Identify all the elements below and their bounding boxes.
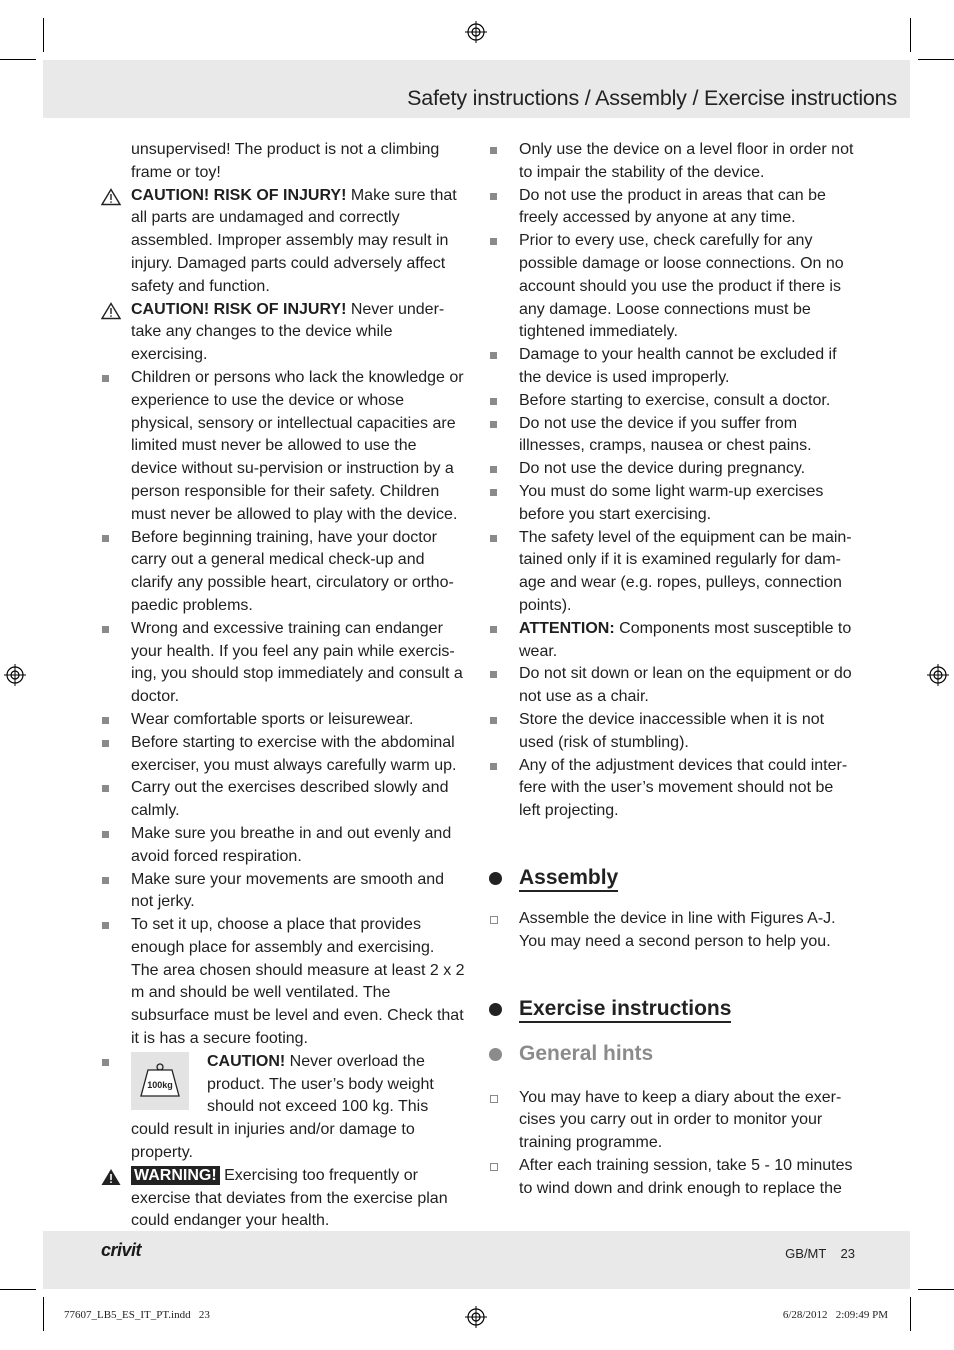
left-column (98, 139, 465, 1233)
square-bullet-icon (490, 193, 497, 200)
heading-dot-icon (489, 1048, 502, 1061)
warning-triangle-icon (101, 302, 121, 320)
square-bullet-icon (490, 671, 497, 678)
caution-paragraph (98, 299, 465, 367)
list-item: Do not use the device during pregnancy. (486, 458, 856, 481)
list-item: Carry out the exercises described slowly and calmly. (98, 777, 465, 823)
square-bullet-icon (490, 466, 497, 473)
square-bullet-icon (102, 785, 109, 792)
page-number: GB/MT 23 (785, 1246, 855, 1261)
square-bullet-icon (490, 352, 497, 359)
square-bullet-icon (102, 1059, 109, 1066)
weight-icon-label: 100kg (147, 1079, 173, 1090)
square-bullet-icon (102, 717, 109, 724)
heading-dot-icon (489, 1003, 502, 1016)
list-item: Damage to your health cannot be excluded if the device is used improperly. (486, 344, 856, 390)
square-bullet-icon (102, 375, 109, 382)
list-item: ATTENTION: Components most susceptible to wear. (486, 618, 856, 664)
registration-mark-icon (4, 664, 26, 686)
caution-text: Make sure that all parts are undamaged and correctly assembled. Improper assembly may result in injury. Damaged parts could adversely affect safety and function. (131, 186, 457, 295)
list-item: Do not use the device if you suffer from illnesses, cramps, nausea or chest pains. (486, 413, 856, 459)
square-bullet-icon (490, 421, 497, 428)
crop-mark (43, 18, 44, 52)
warning-triangle-icon (101, 188, 121, 206)
square-bullet-icon (490, 398, 497, 405)
page-title: Safety instructions / Assembly / Exercise instructions (407, 86, 897, 110)
list-item: Before starting to exercise, consult a doctor. (486, 390, 856, 413)
list-item: Before starting to exercise with the abdominal exerciser, you must always carefully warm up. (98, 732, 465, 778)
print-slug-file: 77607_LB5_ES_IT_PT.indd 23 (64, 1309, 210, 1321)
crop-mark (43, 1297, 44, 1331)
list-item: Do not use the product in areas that can be freely accessed by anyone at any time. (486, 185, 856, 231)
footer-bar (43, 1231, 910, 1289)
list-item: Children or persons who lack the knowledge or experience to use the device or whose physical, sensory or intellectual capacities are limited must never be allowed to use the device without su-pervision or instruction by a person responsible for their safety. Children must never be allowed to play with the device. (98, 367, 465, 527)
hollow-square-bullet-icon (490, 1163, 498, 1171)
warning-paragraph (98, 1165, 465, 1233)
square-bullet-icon (102, 831, 109, 838)
square-bullet-icon (490, 763, 497, 770)
crop-mark (910, 1297, 911, 1331)
brand-logo: crivit (101, 1240, 142, 1260)
warning-badge: WARNING! (131, 1166, 220, 1185)
list-item (98, 1051, 465, 1165)
square-bullet-icon (102, 740, 109, 747)
hollow-square-bullet-icon (490, 1095, 498, 1103)
list-item: Do not sit down or lean on the equipment or do not use as a chair. (486, 663, 856, 709)
list-item: Only use the device on a level floor in order not to impair the stability of the device. (486, 139, 856, 185)
list-item: You may have to keep a diary about the exer-cises you carry out in order to monitor your training programme. (486, 1087, 856, 1155)
list-item: Assemble the device in line with Figures A-J. You may need a second person to help you. (486, 908, 856, 954)
right-column (486, 139, 856, 1200)
attention-label: ATTENTION: (519, 619, 615, 637)
list-item: Make sure you breathe in and out evenly and avoid forced respiration. (98, 823, 465, 869)
registration-mark-icon (927, 664, 949, 686)
square-bullet-icon (102, 922, 109, 929)
section-heading-exercise: Exercise instructions (486, 995, 856, 1023)
crop-mark (918, 59, 954, 60)
caution-text: Never overload the product. The user’s body weight should not exceed 100 kg. This could result in injuries and/or damage to property. (131, 1052, 434, 1162)
caution-label: CAUTION! RISK OF INJURY! (131, 300, 347, 318)
list-item: Store the device inaccessible when it is not used (risk of stumbling). (486, 709, 856, 755)
crop-mark (0, 1289, 36, 1290)
square-bullet-icon (490, 535, 497, 542)
list-item: Wear comfortable sports or leisurewear. (98, 709, 465, 732)
print-slug-date: 6/28/2012 2:09:49 PM (782, 1309, 888, 1321)
warning-text: Exercising too frequently or exercise that deviates from the exercise plan could endanger your health. (131, 1166, 448, 1230)
crop-mark (910, 18, 911, 52)
square-bullet-icon (490, 626, 497, 633)
warning-triangle-filled-icon (101, 1168, 121, 1186)
section-heading-assembly: Assembly (486, 864, 856, 892)
registration-mark-icon (465, 21, 487, 43)
caution-label: CAUTION! RISK OF INJURY! (131, 186, 347, 204)
list-item: To set it up, choose a place that provides enough place for assembly and exercising. The area chosen should measure at least 2 x 2 m and should be well ventilated. The subsurface must be level and even. Check that it is has a secure footing. (98, 914, 465, 1051)
square-bullet-icon (490, 147, 497, 154)
list-item: After each training session, take 5 - 10 minutes to wind down and drink enough to replace the (486, 1155, 856, 1201)
heading-dot-icon (489, 872, 502, 885)
hollow-square-bullet-icon (490, 916, 498, 924)
square-bullet-icon (490, 717, 497, 724)
square-bullet-icon (490, 238, 497, 245)
square-bullet-icon (102, 535, 109, 542)
list-item: You must do some light warm-up exercises before you start exercising. (486, 481, 856, 527)
caution-text: Never under-take any changes to the device while exercising. (131, 300, 445, 364)
square-bullet-icon (102, 626, 109, 633)
list-item: Make sure your movements are smooth and not jerky. (98, 869, 465, 915)
list-item: Any of the adjustment devices that could inter-fere with the user’s movement should not be left projecting. (486, 755, 856, 823)
registration-mark-icon (465, 1306, 487, 1328)
crop-mark (0, 59, 36, 60)
paragraph: unsupervised! The product is not a climbing frame or toy! (131, 141, 440, 181)
crop-mark (918, 1289, 954, 1290)
caution-label: CAUTION! (207, 1052, 286, 1070)
list-item: The safety level of the equipment can be main-tained only if it is examined regularly for dam-age and wear (e.g. ropes, pulleys, connection points). (486, 527, 856, 618)
square-bullet-icon (102, 877, 109, 884)
square-bullet-icon (490, 489, 497, 496)
list-item: Prior to every use, check carefully for any possible damage or loose connections. On no account should you use the product if there is any damage. Loose connections must be tightened immediately. (486, 230, 856, 344)
list-item: Wrong and excessive training can endanger your health. If you feel any pain while exercis-ing, you should stop immediately and consult a doctor. (98, 618, 465, 709)
subsection-heading-general-hints: General hints (486, 1040, 856, 1068)
caution-paragraph (98, 185, 465, 299)
list-item: Before beginning training, have your doctor carry out a general medical check-up and clarify any possible heart, circulatory or ortho-paedic problems. (98, 527, 465, 618)
weight-limit-icon (131, 1052, 189, 1110)
